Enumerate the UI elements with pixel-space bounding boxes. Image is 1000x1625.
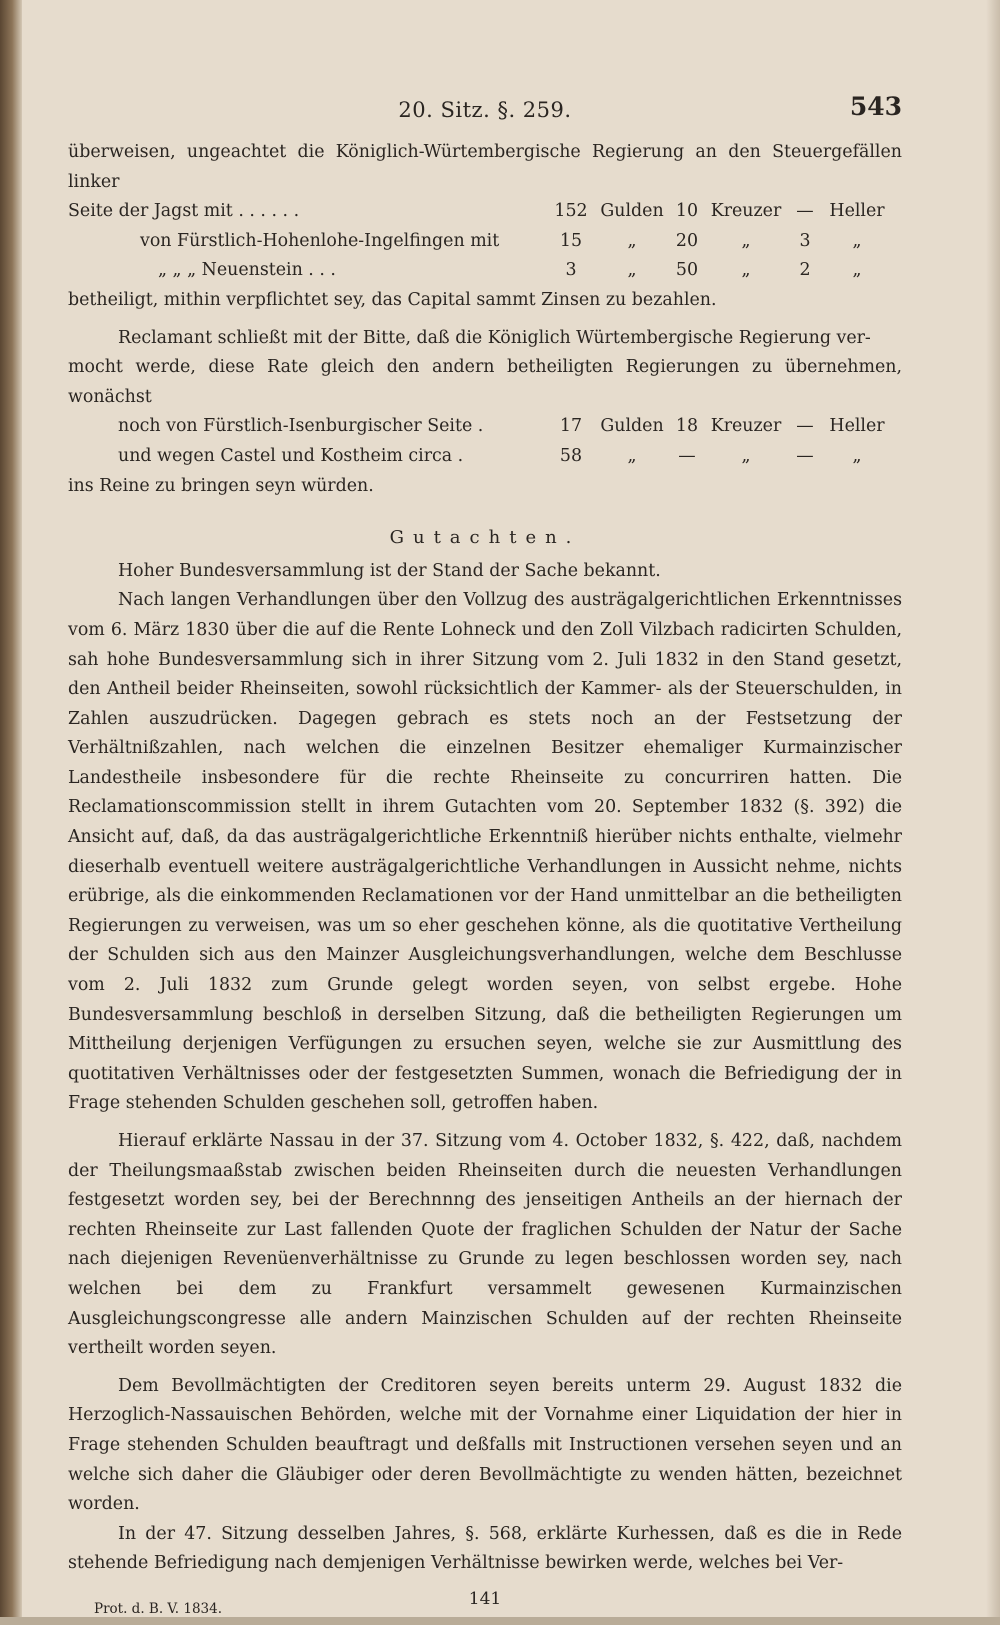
text-line: betheiligt, mithin verpflichtet sey, das Capital sammt Zinsen zu bezahlen. <box>68 289 717 310</box>
text-line: überweisen, ungeachtet die Königlich-Würtembergische Regierung an den Steuergefällen linker <box>68 142 902 192</box>
amount-cell: 15 <box>559 230 583 251</box>
footer-reference: Prot. d. B. V. 1834. <box>94 1600 223 1617</box>
amount-cell: 3 <box>565 260 577 281</box>
block-2 <box>68 324 902 502</box>
signature-mark: 141 <box>468 1588 502 1609</box>
paragraph: Hoher Bundesversammlung ist der Stand der Sache bekannt. <box>118 560 661 581</box>
paragraph: In der 47. Sitzung desselben Jahres, §. 568, erklärte Kurhessen, daß es die in Rede stehende Befriedigung nach demjenigen Verhältnisse bewirken werde, welches bei Ver- <box>68 1523 902 1574</box>
amount-cell: Kreuzer <box>710 201 782 222</box>
amount-cell: „ <box>852 260 862 281</box>
amount-cell: „ <box>741 260 751 281</box>
amount-cell: 18 <box>675 416 699 437</box>
page-number: 543 <box>849 92 902 121</box>
text-line: Reclamant schließt mit der Bitte, daß die Königlich Würtembergische Regierung ver- <box>118 327 871 348</box>
amount-cell: „ <box>852 445 862 466</box>
page-binding-edge <box>0 0 22 1617</box>
amount-cell: 17 <box>559 416 583 437</box>
amount-row <box>68 442 902 472</box>
amount-cell: — <box>678 445 696 466</box>
amount-label: und wegen Castel und Kostheim circa . <box>118 445 464 466</box>
paragraph: Hierauf erklärte Nassau in der 37. Sitzung vom 4. October 1832, §. 422, daß, nachdem der Theilungsmaaßstab zwischen beiden Rheinseiten durch die neuesten Verhandlungen festgesetzt worden sey, bei der Berechnnng des jenseitigen Antheils an der hiernach der rechten Rheinseite zur Last fallenden Quote der fraglichen Schulden der Natur der Sache nach diejenigen Revenüenverhältnisse zu Grunde zu legen beschlossen worden sey, nach welchen bei dem zu Frankfurt versammelt gewesenen Kurmainzischen Ausgleichungscongresse alle andern Mainzischen Schulden auf der rechten Rheinseite vertheilt worden seyen. <box>68 1131 902 1359</box>
amount-cell: „ <box>627 260 637 281</box>
amount-cell: — <box>796 201 814 222</box>
amount-cell: „ <box>741 445 751 466</box>
paragraph: Dem Bevollmächtigten der Creditoren seyen bereits unterm 29. August 1832 die Herzoglich-Nassauischen Behörden, welche mit der Vornahme einer Liquidation der hier in Frage stehenden Schulden beauftragt und deßfalls mit Instructionen versehen seyen und an welche sich daher die Gläubiger oder deren Bevollmächtigte zu wenden hätten, bezeichnet worden. <box>68 1375 902 1515</box>
amount-label: „ „ „ Neuenstein . . . <box>158 260 336 281</box>
amount-cell: 58 <box>559 445 583 466</box>
amount-cell: Heller <box>829 416 885 437</box>
page-edge-shadow <box>986 0 1000 1617</box>
amount-label: noch von Fürstlich-Isenburgischer Seite . <box>118 416 484 437</box>
amount-cell: Heller <box>829 201 885 222</box>
text-line: mocht werde, diese Rate gleich den andern betheiligten Regierungen zu übernehmen, wonächst <box>68 357 902 407</box>
amount-row <box>68 197 902 227</box>
amount-cell: 3 <box>799 230 811 251</box>
amount-label: Seite der Jagst mit . . . . . . <box>68 201 300 222</box>
amount-cell: Gulden <box>600 201 664 222</box>
page-content <box>68 92 902 1625</box>
amount-cell: „ <box>741 230 751 251</box>
page-footer <box>68 1585 902 1625</box>
amount-row <box>68 256 902 286</box>
amount-cell: Gulden <box>600 416 664 437</box>
paragraph: Nach langen Verhandlungen über den Vollzug des austrägalgerichtlichen Erkenntnisses vom 6. März 1830 über die auf die Rente Lohneck und den Zoll Vilzbach radicirten Schulden, sah hohe Bundesversammlung sich in ihrer Sitzung vom 2. Juli 1832 in den Stand gesetzt, den Antheil beider Rheinseiten, sowohl rücksichtlich der Kammer- als der Steuerschulden, in Zahlen auszudrücken. Dagegen gebrach es stets noch an der Festsetzung der Verhältnißzahlen, nach welchen die einzelnen Besitzer ehemaliger Kurmainzischer Landestheile insbesondere für die rechte Rheinseite zu concurriren hatten. Die Reclamationscommission stellt in ihrem Gutachten vom 20. September 1832 (§. 392) die Ansicht auf, daß, da das austrägalgerichtliche Erkenntniß hierüber nichts enthalte, vielmehr dieserhalb eventuell weitere austrägalgerichtliche Verhandlungen in Aussicht nehme, nichts erübrige, als die einkommenden Reclamationen vor der Hand unmittelbar an die betheiligten Regierungen zu verweisen, was um so eher geschehen könne, als die quotitative Vertheilung der Schulden sich aus den Mainzer Ausgleichungsverhandlungen, welche dem Beschlusse vom 2. Juli 1832 zum Grunde gelegt worden seyen, von selbst ergebe. Hohe Bundesversammlung beschloß in derselben Sitzung, daß die betheiligten Regierungen um Mittheilung derjenigen Verfügungen zu ersuchen seyen, welche sie zur Ausmittlung des quotitativen Verhältnisses oder der festgesetzten Summen, wonach die Befriedigung der in Frage stehenden Schulden geschehen soll, getroffen haben. <box>68 590 902 1114</box>
section-heading: Gutachten. <box>389 527 581 549</box>
amount-cell: 20 <box>675 230 699 251</box>
text-line: ins Reine zu bringen seyn würden. <box>68 475 374 496</box>
amount-cell: 152 <box>554 201 588 222</box>
amount-cell: — <box>796 416 814 437</box>
amount-cell: „ <box>627 230 637 251</box>
running-title: 20. Sitz. §. 259. <box>398 98 572 122</box>
amount-cell: — <box>796 445 814 466</box>
amount-row <box>68 412 902 442</box>
amount-cell: 50 <box>675 260 699 281</box>
amount-cell: „ <box>852 230 862 251</box>
amount-cell: 10 <box>675 201 699 222</box>
amount-cell: 2 <box>799 260 811 281</box>
amount-row <box>68 227 902 257</box>
amount-cell: Kreuzer <box>710 416 782 437</box>
amount-label: von Fürstlich-Hohenlohe-Ingelfingen mit <box>140 230 500 251</box>
amount-cell: „ <box>627 445 637 466</box>
page-header <box>68 92 902 138</box>
block-1 <box>68 138 902 316</box>
